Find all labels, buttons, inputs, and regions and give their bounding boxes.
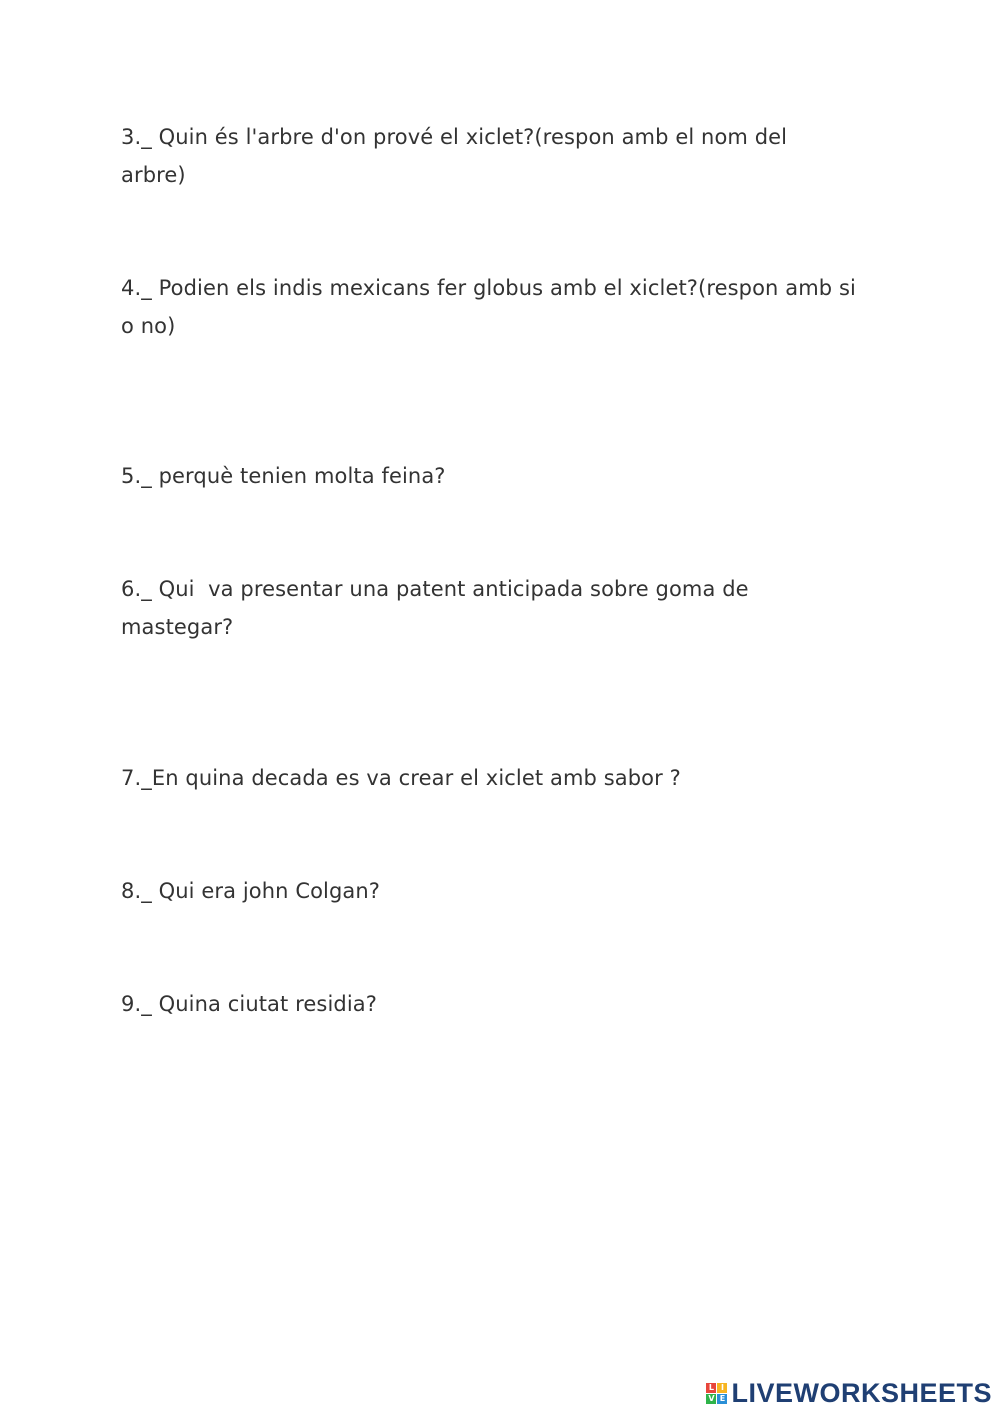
question-8: 8._ Qui era john Colgan? [121, 879, 381, 903]
question-4: 4._ Podien els indis mexicans fer globus amb el xiclet?(respon amb si o no) [121, 276, 856, 338]
question-5: 5._ perquè tenien molta feina? [121, 464, 446, 488]
liveworksheets-footer [706, 1378, 992, 1409]
logo-letter: E [717, 1394, 727, 1404]
liveworksheets-logo-icon [706, 1383, 727, 1404]
logo-letter: L [706, 1383, 716, 1393]
logo-letter: V [708, 1394, 715, 1403]
question-6: 6._ Qui va presentar una patent anticipada sobre goma de mastegar? [121, 577, 749, 639]
question-9: 9._ Quina ciutat residia? [121, 992, 377, 1016]
question-7: 7._En quina decada es va crear el xiclet amb sabor ? [121, 766, 681, 790]
logo-letter: I [717, 1383, 727, 1393]
brand-name: LIVEWORKSHEETS [731, 1378, 992, 1408]
question-3: 3._ Quin és l'arbre d'on prové el xiclet?(respon amb el nom del arbre) [121, 125, 788, 187]
